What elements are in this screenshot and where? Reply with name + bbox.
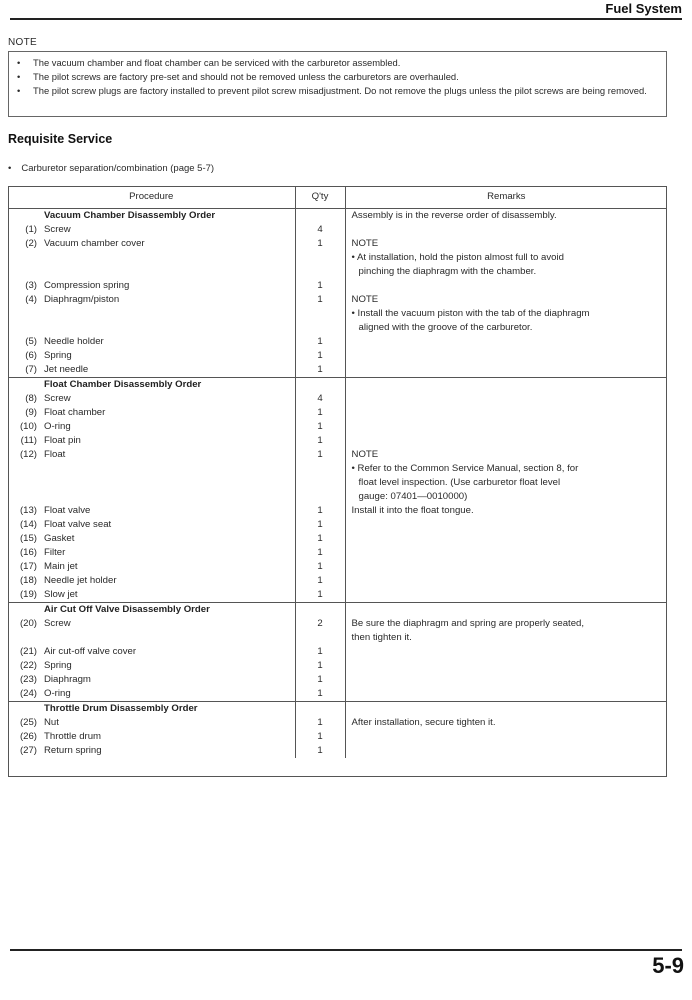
procedure-table bbox=[8, 186, 667, 758]
table-row bbox=[8, 716, 667, 730]
item-remark bbox=[345, 406, 667, 420]
item-name: Float valve seat bbox=[44, 519, 112, 530]
table-row bbox=[8, 293, 667, 335]
item-name: Compression spring bbox=[44, 280, 130, 291]
remark-line: NOTE bbox=[351, 294, 379, 305]
remark-line: • At installation, hold the piston almost full to avoid bbox=[351, 252, 564, 263]
item-remark bbox=[345, 702, 667, 717]
item-number: (10) bbox=[19, 421, 37, 432]
table-row bbox=[8, 279, 667, 293]
item-name: Vacuum chamber cover bbox=[44, 238, 145, 249]
group-title: Throttle Drum Disassembly Order bbox=[44, 703, 198, 714]
table-row bbox=[8, 335, 667, 349]
item-number bbox=[8, 603, 40, 618]
item-name: Float chamber bbox=[44, 407, 106, 418]
item-name: Jet needle bbox=[40, 363, 295, 378]
item-number bbox=[8, 209, 40, 224]
remark-line: then tighten it. bbox=[351, 632, 412, 643]
item-qty: 1 bbox=[295, 588, 345, 603]
item-qty: 1 bbox=[295, 659, 345, 673]
item-name: Needle holder bbox=[44, 336, 104, 347]
item-remark bbox=[345, 617, 667, 645]
item-remark bbox=[345, 716, 667, 730]
item-remark bbox=[345, 504, 667, 518]
table-row bbox=[8, 392, 667, 406]
group-title-row bbox=[8, 702, 667, 717]
item-number: (9) bbox=[25, 407, 37, 418]
item-remark bbox=[345, 378, 667, 393]
item-number: (27) bbox=[19, 745, 37, 756]
item-qty bbox=[295, 209, 345, 224]
item-remark bbox=[345, 448, 667, 504]
item-name: O-ring bbox=[40, 687, 295, 702]
item-qty: 1 bbox=[295, 673, 345, 687]
note-item bbox=[17, 70, 660, 84]
item-name: Nut bbox=[44, 717, 59, 728]
remark-line: NOTE bbox=[351, 449, 379, 460]
table-row bbox=[8, 645, 667, 659]
header-divider bbox=[10, 18, 682, 20]
item-remark bbox=[345, 673, 667, 687]
item-name: Filter bbox=[44, 547, 66, 558]
note-item bbox=[17, 56, 660, 70]
table-row bbox=[8, 673, 667, 687]
item-name: Return spring bbox=[44, 745, 102, 756]
note-text: The pilot screws are factory pre-set and should not be removed unless the carburetors are overhauled. bbox=[33, 71, 459, 82]
table-row bbox=[8, 588, 667, 603]
item-qty: 4 bbox=[295, 223, 345, 237]
item-number: (1) bbox=[25, 224, 37, 235]
item-name: Screw bbox=[44, 618, 71, 629]
item-remark bbox=[345, 237, 667, 279]
item-name: Spring bbox=[44, 350, 72, 361]
table-row bbox=[8, 349, 667, 363]
table-row bbox=[8, 518, 667, 532]
item-remark bbox=[345, 335, 667, 349]
table-row bbox=[8, 434, 667, 448]
item-number: (16) bbox=[19, 547, 37, 558]
item-remark bbox=[345, 532, 667, 546]
footer-divider bbox=[10, 949, 682, 951]
item-number: (7) bbox=[8, 363, 40, 378]
item-qty: 1 bbox=[295, 532, 345, 546]
item-number: (17) bbox=[19, 561, 37, 572]
item-number: (22) bbox=[19, 660, 37, 671]
remark-line: After installation, secure tighten it. bbox=[351, 717, 496, 728]
item-remark: Assembly is in the reverse order of disassembly. bbox=[345, 209, 667, 224]
item-qty: 1 bbox=[295, 574, 345, 588]
item-number: (5) bbox=[25, 336, 37, 347]
item-qty: 1 bbox=[295, 560, 345, 574]
table-row bbox=[8, 730, 667, 744]
item-remark bbox=[345, 279, 667, 293]
item-name: Spring bbox=[44, 660, 72, 671]
item-remark bbox=[345, 730, 667, 744]
item-qty bbox=[295, 378, 345, 393]
remark-line: • Refer to the Common Service Manual, section 8, for bbox=[351, 463, 579, 474]
item-remark bbox=[345, 223, 667, 237]
table-row bbox=[8, 574, 667, 588]
note-text: The pilot screw plugs are factory installed to prevent pilot screw misadjustment. Do not remove the plugs unless the pilot screws are being removed. bbox=[33, 85, 647, 96]
item-remark bbox=[345, 293, 667, 335]
item-remark bbox=[345, 603, 667, 618]
section-header-title: Fuel System bbox=[605, 1, 682, 16]
item-remark bbox=[345, 588, 667, 603]
item-name: Gasket bbox=[44, 533, 75, 544]
group-title-row bbox=[8, 209, 667, 224]
procedure-header: Procedure bbox=[8, 186, 295, 209]
reference-text: Carburetor separation/combination (page 5-7) bbox=[21, 163, 215, 174]
item-name: Screw bbox=[44, 224, 71, 235]
item-qty: 1 bbox=[295, 448, 345, 504]
item-number: (14) bbox=[19, 519, 37, 530]
table-row bbox=[8, 237, 667, 279]
table-row bbox=[8, 659, 667, 673]
item-number: (3) bbox=[25, 280, 37, 291]
bullet-icon: • bbox=[17, 57, 21, 68]
item-qty: 1 bbox=[295, 716, 345, 730]
item-number: (13) bbox=[19, 505, 37, 516]
item-remark bbox=[345, 518, 667, 532]
item-remark bbox=[345, 546, 667, 560]
item-name: Float valve bbox=[44, 505, 91, 516]
remark-line: Install it into the float tongue. bbox=[351, 505, 474, 516]
item-number: (11) bbox=[20, 435, 37, 446]
table-row bbox=[8, 363, 667, 378]
remark-line: float level inspection. (Use carburetor float level bbox=[358, 477, 561, 488]
reference-line bbox=[8, 163, 214, 174]
item-qty: 1 bbox=[295, 237, 345, 279]
item-qty: 1 bbox=[295, 363, 345, 378]
group-title-row bbox=[8, 378, 667, 393]
item-number: (6) bbox=[25, 350, 37, 361]
table-row bbox=[8, 617, 667, 645]
remark-line: aligned with the groove of the carburetor. bbox=[358, 322, 533, 333]
item-remark bbox=[345, 560, 667, 574]
section-title: Requisite Service bbox=[8, 132, 113, 146]
group-title-row bbox=[8, 603, 667, 618]
item-qty: 1 bbox=[295, 645, 345, 659]
item-qty: 2 bbox=[295, 617, 345, 645]
item-qty: 1 bbox=[295, 293, 345, 335]
table-row bbox=[8, 448, 667, 504]
item-name: Main jet bbox=[44, 561, 78, 572]
bullet-icon: • bbox=[17, 71, 21, 82]
item-qty: 1 bbox=[295, 434, 345, 448]
item-number: (2) bbox=[25, 238, 37, 249]
table-row bbox=[8, 420, 667, 434]
item-name: Diaphragm/piston bbox=[44, 294, 120, 305]
qty-header: Q'ty bbox=[295, 186, 345, 209]
group-title: Air Cut Off Valve Disassembly Order bbox=[44, 604, 210, 615]
item-qty: 1 bbox=[295, 406, 345, 420]
item-qty: 1 bbox=[295, 420, 345, 434]
item-number: (24) bbox=[8, 687, 40, 702]
page-number: 5-9 bbox=[652, 953, 684, 978]
note-label: NOTE bbox=[8, 37, 37, 48]
table-row bbox=[8, 223, 667, 237]
item-qty: 1 bbox=[295, 335, 345, 349]
note-text: The vacuum chamber and float chamber can be serviced with the carburetor assembled. bbox=[33, 57, 401, 68]
group-title: Float Chamber Disassembly Order bbox=[44, 379, 202, 390]
item-qty: 1 bbox=[295, 744, 345, 758]
item-remark bbox=[345, 744, 667, 758]
item-qty bbox=[295, 702, 345, 717]
item-name: Slow jet bbox=[40, 588, 295, 603]
note-box bbox=[8, 51, 667, 117]
remark-line: • Install the vacuum piston with the tab of the diaphragm bbox=[351, 308, 590, 319]
item-number: (21) bbox=[19, 646, 37, 657]
item-remark bbox=[345, 574, 667, 588]
table-row bbox=[8, 546, 667, 560]
item-name: Float bbox=[44, 449, 66, 460]
remark-line: NOTE bbox=[351, 238, 379, 249]
table-row bbox=[8, 687, 667, 702]
item-name: O-ring bbox=[44, 421, 71, 432]
table-row bbox=[8, 532, 667, 546]
remark-line: gauge: 07401—0010000) bbox=[358, 491, 468, 502]
item-name: Air cut-off valve cover bbox=[44, 646, 137, 657]
remarks-header: Remarks bbox=[345, 186, 667, 209]
item-remark bbox=[345, 434, 667, 448]
item-number: (19) bbox=[8, 588, 40, 603]
item-name: Throttle drum bbox=[44, 731, 102, 742]
table-row bbox=[8, 744, 667, 758]
table-row bbox=[8, 504, 667, 518]
item-qty: 1 bbox=[295, 349, 345, 363]
item-name: Diaphragm bbox=[44, 674, 91, 685]
item-number: (4) bbox=[25, 294, 37, 305]
item-number: (23) bbox=[19, 674, 37, 685]
item-remark bbox=[345, 687, 667, 702]
item-remark bbox=[345, 420, 667, 434]
item-qty: 4 bbox=[295, 392, 345, 406]
remark-line: pinching the diaphragm with the chamber. bbox=[358, 266, 537, 277]
item-number: (15) bbox=[19, 533, 37, 544]
item-number: (18) bbox=[19, 575, 37, 586]
item-remark bbox=[345, 659, 667, 673]
item-number: (25) bbox=[19, 717, 37, 728]
item-qty: 1 bbox=[295, 504, 345, 518]
item-name: Float pin bbox=[44, 435, 81, 446]
item-remark bbox=[345, 645, 667, 659]
item-name: Screw bbox=[44, 393, 71, 404]
item-number bbox=[8, 702, 40, 717]
bullet-icon: • bbox=[17, 85, 21, 96]
item-remark bbox=[345, 363, 667, 378]
item-number: (12) bbox=[19, 449, 37, 460]
item-number: (20) bbox=[19, 618, 37, 629]
table-row bbox=[8, 560, 667, 574]
group-title: Vacuum Chamber Disassembly Order bbox=[44, 210, 216, 221]
item-qty: 1 bbox=[295, 687, 345, 702]
remark-line: Be sure the diaphragm and spring are properly seated, bbox=[351, 618, 585, 629]
item-remark bbox=[345, 349, 667, 363]
item-remark bbox=[345, 392, 667, 406]
item-qty: 1 bbox=[295, 546, 345, 560]
item-name: Needle jet holder bbox=[44, 575, 117, 586]
bullet-icon: • bbox=[8, 163, 12, 174]
item-qty bbox=[295, 603, 345, 618]
table-row bbox=[8, 406, 667, 420]
note-item bbox=[17, 84, 660, 98]
item-number bbox=[8, 378, 40, 393]
item-qty: 1 bbox=[295, 518, 345, 532]
item-number: (26) bbox=[19, 731, 37, 742]
item-qty: 1 bbox=[295, 279, 345, 293]
item-qty: 1 bbox=[295, 730, 345, 744]
item-number: (8) bbox=[25, 393, 37, 404]
